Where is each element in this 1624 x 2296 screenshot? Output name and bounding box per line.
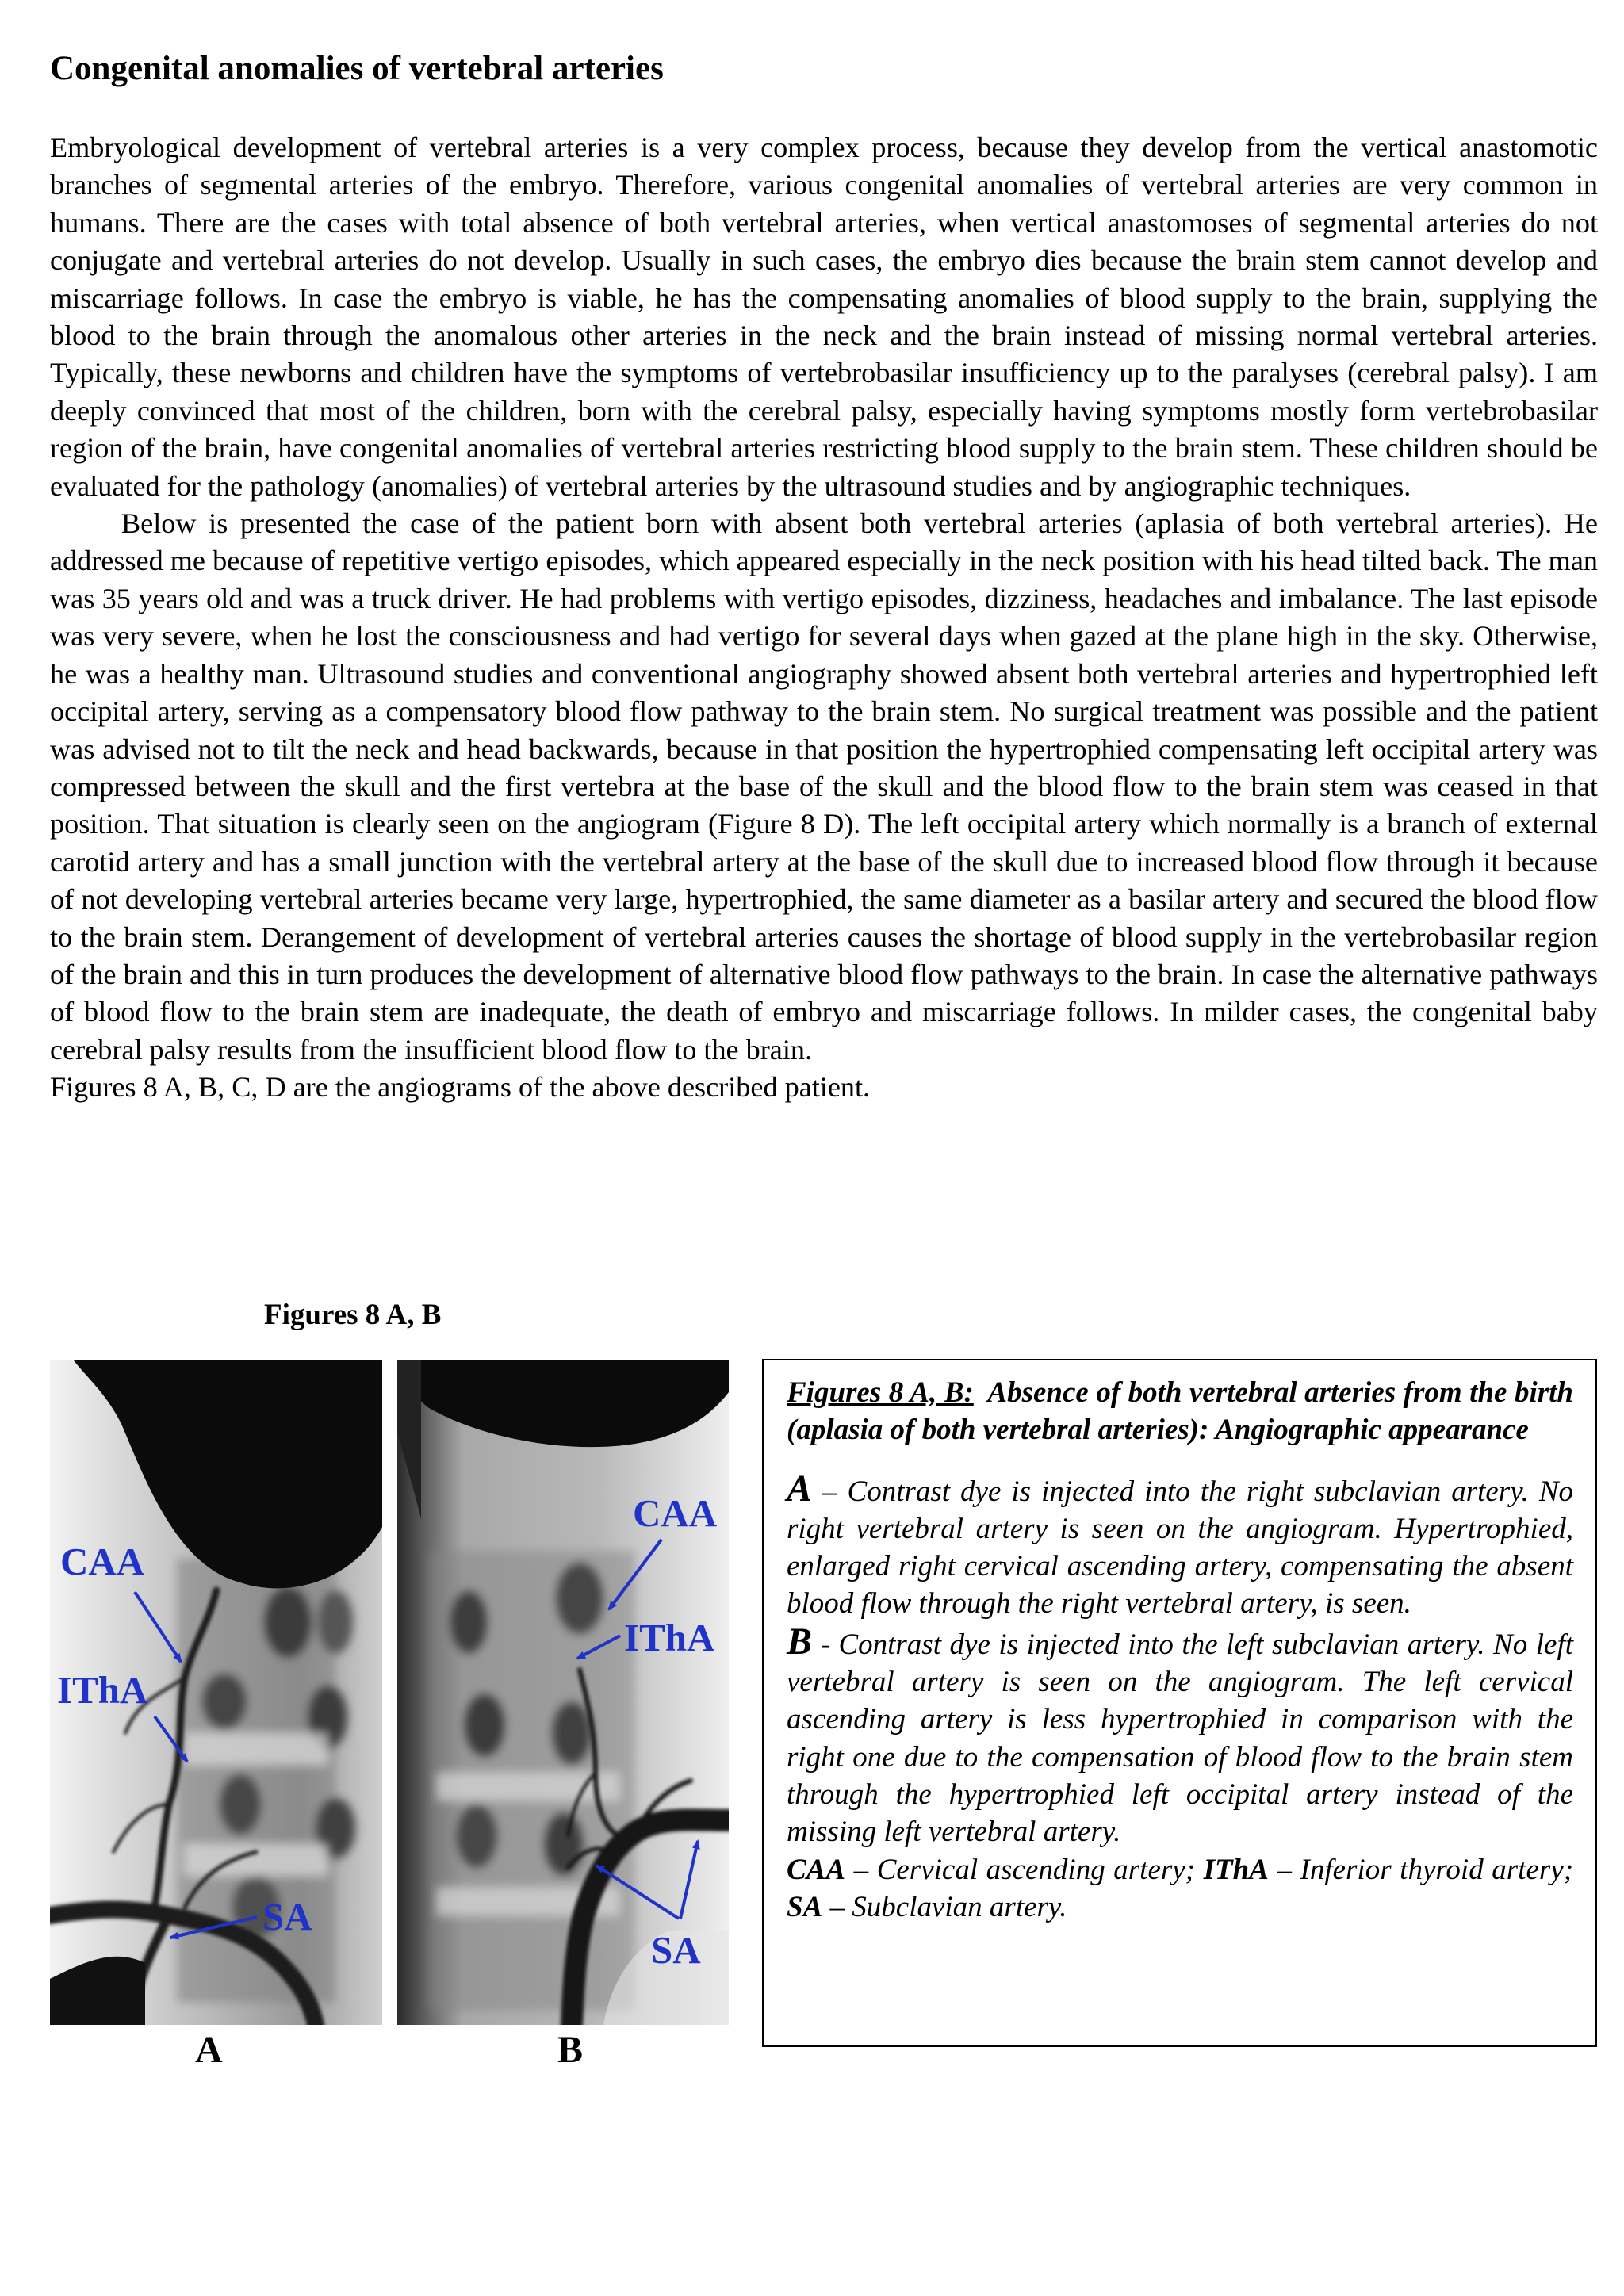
caption-title [787,1374,1573,1449]
paragraph-3: Figures 8 A, B, C, D are the angiograms of the above described patient. [50,1071,871,1104]
abbr-sa-text: – Subclavian artery. [829,1890,1067,1923]
caption-a-text: – Contrast dye is injected into the right subclavian artery. No right vertebral artery is seen on the angiogram. Hypertrophied, enlarged right cervical ascending artery, compensating the absent blood flow through the right vertebral artery, is seen. [787,1475,1574,1621]
label-sa-b: SA [651,1928,701,1972]
label-caa-b: CAA [633,1491,718,1535]
label-itha-b: IThA [624,1616,715,1659]
abbr-itha-text: – Inferior thyroid artery; [1277,1853,1574,1886]
caption-title-text: Absence of both vertebral arteries from the birth (aplasia of both vertebral arteries): Angiographic appearance [787,1376,1573,1447]
angiogram-b-image [397,1360,729,2025]
abbr-caa: CAA [787,1853,846,1886]
caption-b-letter: B [787,1620,813,1663]
label-itha-a: IThA [57,1668,148,1712]
abbr-itha: IThA [1203,1853,1269,1886]
abbr-sa: SA [787,1890,823,1923]
angiogram-a-image [50,1360,382,2025]
caption-abbreviations [787,1851,1573,1927]
paragraph-1: Embryological development of vertebral arteries is a very complex process, because they develop from the vertical anastomotic branches of segmental arteries of the embryo. Therefore, various congenital anomalies of vertebral arteries are very common in humans. There are the cases with total absence of both vertebral arteries, when vertical anastomoses of segmental arteries do not conjugate and vertebral arteries do not develop. Usually in such cases, the embryo dies because the brain stem cannot develop and miscarriage follows. In case the embryo is viable, he has the compensating anomalies of blood supply to the brain, supplying the blood to the brain through the anomalous other arteries in the neck and the brain instead of missing normal vertebral arteries. Typically, these newborns and children have the symptoms of vertebrobasilar insufficiency up to the paralyses (cerebral palsy). I am deeply convinced that most of the children, born with the cerebral palsy, especially having symptoms mostly form vertebrobasilar region of the brain, have congenital anomalies of vertebral arteries restricting blood supply to the brain stem. These children should be evaluated for the pathology (anomalies) of vertebral arteries by the ultrasound studies and by angiographic techniques. [50,132,1598,502]
label-caa-a: CAA [60,1540,145,1583]
figure-caption-box [762,1359,1597,2047]
panel-letter-b: B [557,2029,584,2071]
caption-title-label: Figures 8 A, B: [787,1376,974,1409]
paragraph-2: Below is presented the case of the patient born with absent both vertebral arteries (aplasia of both vertebral arteries). He addressed me because of repetitive vertigo episodes, which appeared especially in the neck position with his head tilted back. The man was 35 years old and was a truck driver. He had problems with vertigo episodes, dizziness, headaches and imbalance. The last episode was very severe, when he lost the consciousness and had vertigo for several days when gazed at the plane high in the sky. Otherwise, he was a healthy man. Ultrasound studies and conventional angiography showed absent both vertebral arteries and hypertrophied left occipital artery, serving as a compensatory blood flow pathway to the brain stem. No surgical treatment was possible and the patient was advised not to tilt the neck and head backwards, because in that position the hypertrophied compensating left occipital artery was compressed between the skull and the first vertebra at the base of the skull and the blood flow to the brain stem was ceased in that position. That situation is clearly seen on the angiogram (Figure 8 D). The left occipital artery which normally is a branch of external carotid artery and has a small junction with the vertebral artery at the base of the skull due to increased blood flow through it because of not developing vertebral arteries became very large, hypertrophied, the same diameter as a basilar artery and secured the blood flow to the brain stem. Derangement of development of vertebral arteries causes the shortage of blood supply in the vertebrobasilar region of the brain and this in turn produces the development of alternative blood flow pathways to the brain. In case the alternative pathways of blood flow to the brain stem are inadequate, the death of embryo and miscarriage follows. In milder cases, the congenital baby cerebral palsy results from the insufficient blood flow to the brain. [50,507,1598,1066]
caption-b-text: - Contrast dye is injected into the left subclavian artery. No left vertebral artery is seen on the angiogram. The left cervical ascending artery is less hypertrophied in comparison with the right one due to the compensation of blood flow to the brain stem through the hypertrophied left occipital artery instead of the missing left vertebral artery. [787,1628,1574,1849]
caption-a [787,1467,1574,1623]
panel-letter-a: A [195,2029,223,2071]
article-body [50,129,1598,1107]
label-sa-a: SA [262,1895,312,1938]
figure-heading: Figures 8 A, B [264,1299,442,1331]
article-title: Congenital anomalies of vertebral arteries [50,50,664,87]
abbr-caa-text: – Cervical ascending artery; [853,1853,1196,1886]
caption-a-letter: A [787,1467,813,1510]
caption-b [787,1620,1574,1851]
